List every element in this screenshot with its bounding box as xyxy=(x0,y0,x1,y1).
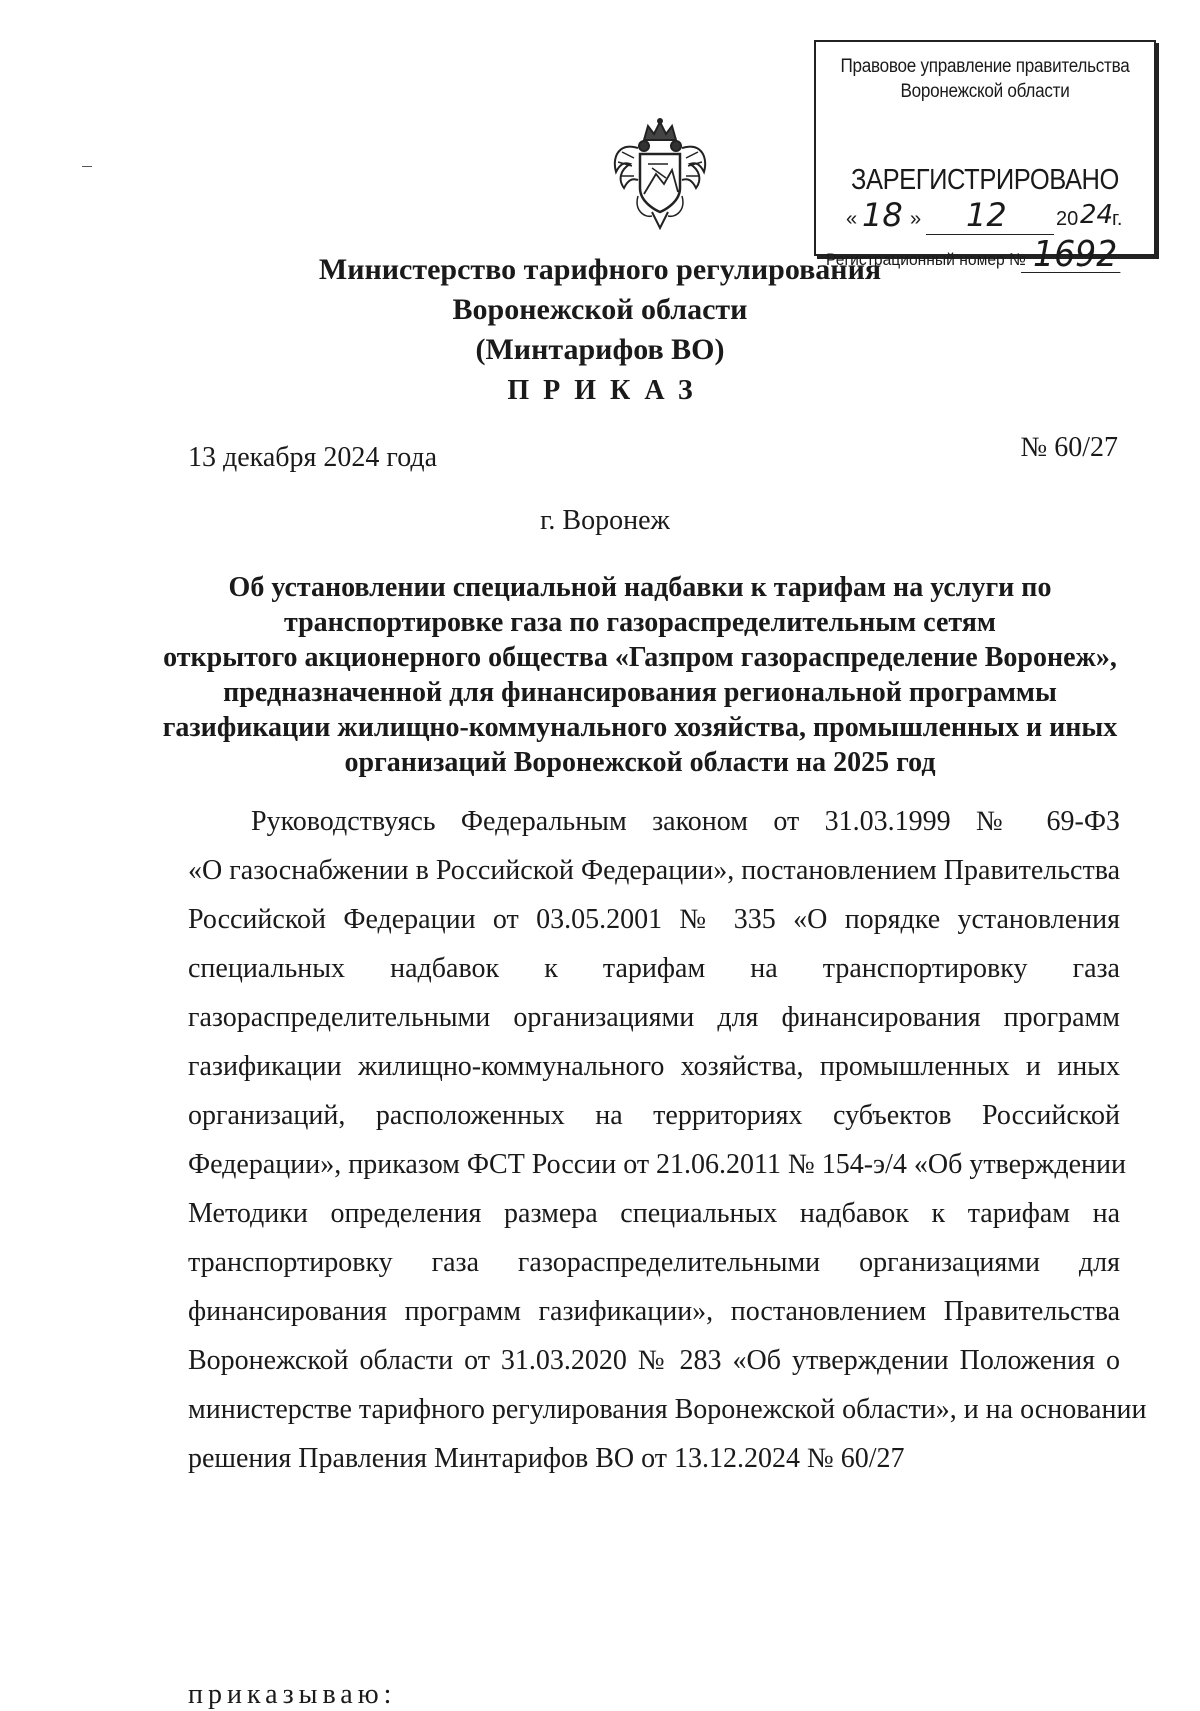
stamp-year-prefix: 20 xyxy=(1056,208,1079,230)
stamp-org-line: Воронежской области xyxy=(900,81,1070,102)
body-line: финансирования программ газификации», постановлением Правительства xyxy=(188,1296,1120,1327)
document-city: г. Воронеж xyxy=(540,505,670,536)
title-line: открытого акционерного общества «Газпром газораспределение Воронеж», xyxy=(163,642,1117,673)
body-line: Руководствуясь Федеральным законом от 31.03.1999 № 69-ФЗ xyxy=(251,806,1120,837)
title-line: предназначенной для финансирования региональной программы xyxy=(223,677,1057,708)
body-line: «О газоснабжении в Российской Федерации», постановлением Правительства xyxy=(188,855,1120,886)
body-line: специальных надбавок к тарифам на транспортировку газа xyxy=(188,953,1120,984)
body-line: Российской Федерации от 03.05.2001 № 335 «О порядке установления xyxy=(188,904,1120,935)
stamp-registered-label: ЗАРЕГИСТРИРОВАНО xyxy=(851,164,1119,196)
stamp-organization xyxy=(833,54,1137,104)
ministry-header xyxy=(0,250,1200,370)
title-line: транспортировке газа по газораспределительным сетям xyxy=(284,607,996,638)
quote-close: » xyxy=(910,208,922,230)
title-line: газификации жилищно-коммунального хозяйства, промышленных и иных xyxy=(162,712,1118,743)
stamp-day: 18 xyxy=(862,196,903,234)
ministry-abbr: (Минтарифов ВО) xyxy=(475,333,725,366)
body-line: организаций, расположенных на территориях субъектов Российской xyxy=(188,1100,1120,1131)
stamp-month: 12 xyxy=(966,196,1007,234)
body-line: транспортировку газа газораспределительными организациями для xyxy=(188,1247,1120,1278)
document-type: ПРИКАЗ xyxy=(507,375,707,406)
stamp-org-line: Правовое управление правительства xyxy=(840,56,1130,77)
document-number: № 60/27 xyxy=(1020,432,1118,463)
stamp-year-unit: г. xyxy=(1112,208,1123,230)
document-title xyxy=(0,570,1200,780)
body-line: Методики определения размера специальных надбавок к тарифам на xyxy=(188,1198,1120,1229)
body-line: газификации жилищно-коммунального хозяйства, промышленных и иных xyxy=(188,1051,1120,1082)
coat-of-arms-icon xyxy=(608,118,712,232)
scan-mark xyxy=(82,166,92,167)
registration-stamp xyxy=(814,40,1156,275)
title-line: организаций Воронежской области на 2025 год xyxy=(344,747,936,778)
stamp-year-suffix: 24 xyxy=(1080,200,1114,230)
body-line: Воронежской области от 31.03.2020 № 283 «Об утверждении Положения о xyxy=(188,1345,1120,1376)
title-line: Об установлении специальной надбавки к тарифам на услуги по xyxy=(228,572,1052,603)
body-line: министерстве тарифного регулирования Воронежской области», и на основании xyxy=(188,1394,1147,1425)
body-line: газораспределительными организациями для финансирования программ xyxy=(188,1002,1120,1033)
document-date: 13 декабря 2024 года xyxy=(188,442,438,473)
ministry-name: Министерство тарифного регулирования xyxy=(318,253,882,286)
quote-open: « xyxy=(846,208,858,230)
stamp-reg-number-label: Регистрационный номер № xyxy=(826,250,1026,269)
order-clause: приказываю: xyxy=(188,1679,397,1710)
body-line: Федерации», приказом ФСТ России от 21.06.2011 № 154-э/4 «Об утверждении xyxy=(188,1149,1127,1180)
body-line: решения Правления Минтарифов ВО от 13.12.2024 № 60/27 xyxy=(188,1443,905,1474)
stamp-reg-number: 1692 xyxy=(1033,234,1118,275)
preamble-paragraph xyxy=(188,797,1147,1483)
ministry-region: Воронежской области xyxy=(452,293,748,326)
